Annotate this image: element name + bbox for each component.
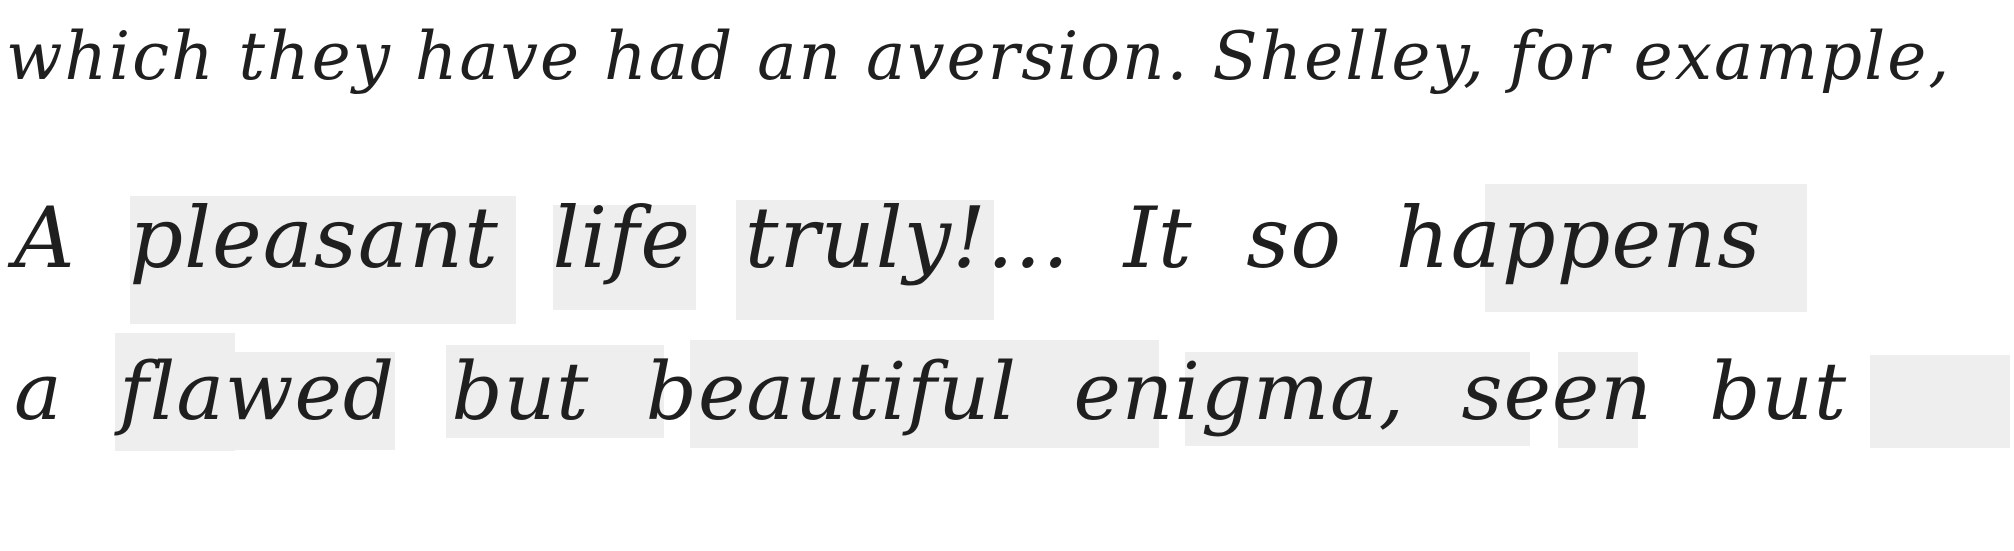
handwritten-line-1: which they have had an aversion. Shelley, for example, bbox=[6, 18, 1952, 95]
word-box bbox=[1870, 355, 2010, 448]
handwritten-line-3: a flawed but beautiful enigma, seen but bbox=[14, 345, 1848, 438]
handwritten-line-2: A pleasant life truly!... It so happens bbox=[14, 189, 1762, 287]
